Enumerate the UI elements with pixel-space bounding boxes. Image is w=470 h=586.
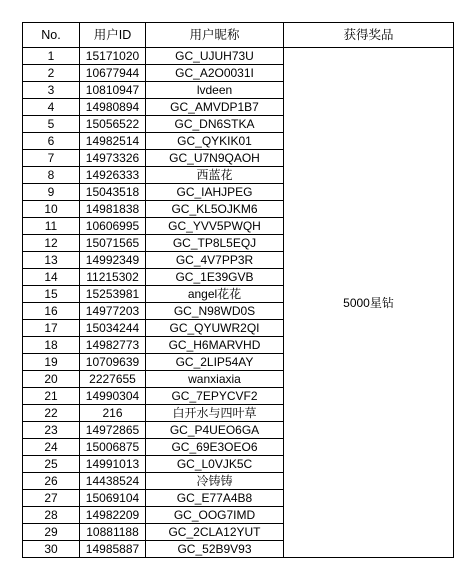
row-user-id: 14438524	[80, 473, 146, 490]
row-user-id: 15071565	[80, 235, 146, 252]
row-no: 23	[23, 422, 80, 439]
row-nickname: GC_KL5OJKM6	[146, 201, 284, 218]
row-no: 7	[23, 150, 80, 167]
row-nickname: GC_A2O0031I	[146, 65, 284, 82]
prize-cell: 5000星钻	[284, 48, 454, 558]
row-user-id: 15056522	[80, 116, 146, 133]
row-no: 18	[23, 337, 80, 354]
row-no: 19	[23, 354, 80, 371]
row-no: 8	[23, 167, 80, 184]
row-no: 28	[23, 507, 80, 524]
row-user-id: 15253981	[80, 286, 146, 303]
row-nickname: GC_2LIP54AY	[146, 354, 284, 371]
prize-winners-table	[22, 22, 454, 558]
row-nickname: GC_L0VJK5C	[146, 456, 284, 473]
row-nickname: GC_P4UEO6GA	[146, 422, 284, 439]
row-no: 1	[23, 48, 80, 65]
row-nickname: GC_OOG7IMD	[146, 507, 284, 524]
header-prize: 获得奖品	[284, 23, 454, 48]
row-nickname: 西蓝花	[146, 167, 284, 184]
header-user-id: 用户ID	[80, 23, 146, 48]
row-user-id: 14991013	[80, 456, 146, 473]
row-no: 2	[23, 65, 80, 82]
row-no: 20	[23, 371, 80, 388]
header-no: No.	[23, 23, 80, 48]
row-nickname: GC_QYUWR2QI	[146, 320, 284, 337]
row-user-id: 14981838	[80, 201, 146, 218]
row-no: 4	[23, 99, 80, 116]
row-no: 6	[23, 133, 80, 150]
row-nickname: 白开水与四叶草	[146, 405, 284, 422]
row-user-id: 15006875	[80, 439, 146, 456]
row-user-id: 14926333	[80, 167, 146, 184]
row-nickname: GC_69E3OEO6	[146, 439, 284, 456]
row-no: 10	[23, 201, 80, 218]
row-user-id: 15043518	[80, 184, 146, 201]
row-nickname: GC_AMVDP1B7	[146, 99, 284, 116]
header-nickname: 用户昵称	[146, 23, 284, 48]
row-no: 3	[23, 82, 80, 99]
row-nickname: GC_TP8L5EQJ	[146, 235, 284, 252]
row-user-id: 10810947	[80, 82, 146, 99]
row-no: 22	[23, 405, 80, 422]
row-nickname: GC_1E39GVB	[146, 269, 284, 286]
row-nickname: angel花花	[146, 286, 284, 303]
row-user-id: 14977203	[80, 303, 146, 320]
row-user-id: 10677944	[80, 65, 146, 82]
row-user-id: 14985887	[80, 541, 146, 558]
row-user-id: 14982514	[80, 133, 146, 150]
row-no: 26	[23, 473, 80, 490]
row-nickname: GC_E77A4B8	[146, 490, 284, 507]
row-user-id: 15171020	[80, 48, 146, 65]
row-user-id: 11215302	[80, 269, 146, 286]
row-nickname: GC_YVV5PWQH	[146, 218, 284, 235]
row-no: 15	[23, 286, 80, 303]
row-nickname: GC_H6MARVHD	[146, 337, 284, 354]
row-no: 13	[23, 252, 80, 269]
row-no: 16	[23, 303, 80, 320]
row-nickname: 冷铸铸	[146, 473, 284, 490]
row-no: 17	[23, 320, 80, 337]
table-row	[23, 48, 454, 65]
row-no: 9	[23, 184, 80, 201]
row-user-id: 10606995	[80, 218, 146, 235]
row-nickname: GC_DN6STKA	[146, 116, 284, 133]
row-nickname: wanxiaxia	[146, 371, 284, 388]
row-user-id: 14992349	[80, 252, 146, 269]
row-user-id: 14990304	[80, 388, 146, 405]
row-user-id: 2227655	[80, 371, 146, 388]
row-nickname: GC_7EPYCVF2	[146, 388, 284, 405]
row-no: 21	[23, 388, 80, 405]
row-user-id: 14980894	[80, 99, 146, 116]
row-no: 27	[23, 490, 80, 507]
row-no: 24	[23, 439, 80, 456]
row-nickname: GC_QYKIK01	[146, 133, 284, 150]
row-nickname: GC_52B9V93	[146, 541, 284, 558]
row-nickname: GC_2CLA12YUT	[146, 524, 284, 541]
row-nickname: GC_UJUH73U	[146, 48, 284, 65]
row-nickname: GC_N98WD0S	[146, 303, 284, 320]
row-no: 12	[23, 235, 80, 252]
row-no: 11	[23, 218, 80, 235]
row-user-id: 10709639	[80, 354, 146, 371]
row-nickname: lvdeen	[146, 82, 284, 99]
row-user-id: 216	[80, 405, 146, 422]
row-no: 25	[23, 456, 80, 473]
table-header-row	[23, 23, 454, 48]
row-nickname: GC_U7N9QAOH	[146, 150, 284, 167]
row-user-id: 14973326	[80, 150, 146, 167]
row-no: 29	[23, 524, 80, 541]
row-no: 30	[23, 541, 80, 558]
row-user-id: 15069104	[80, 490, 146, 507]
row-user-id: 10881188	[80, 524, 146, 541]
row-no: 14	[23, 269, 80, 286]
row-user-id: 14982773	[80, 337, 146, 354]
row-user-id: 14972865	[80, 422, 146, 439]
row-nickname: GC_IAHJPEG	[146, 184, 284, 201]
row-user-id: 14982209	[80, 507, 146, 524]
row-nickname: GC_4V7PP3R	[146, 252, 284, 269]
table-body	[23, 48, 454, 558]
row-user-id: 15034244	[80, 320, 146, 337]
row-no: 5	[23, 116, 80, 133]
